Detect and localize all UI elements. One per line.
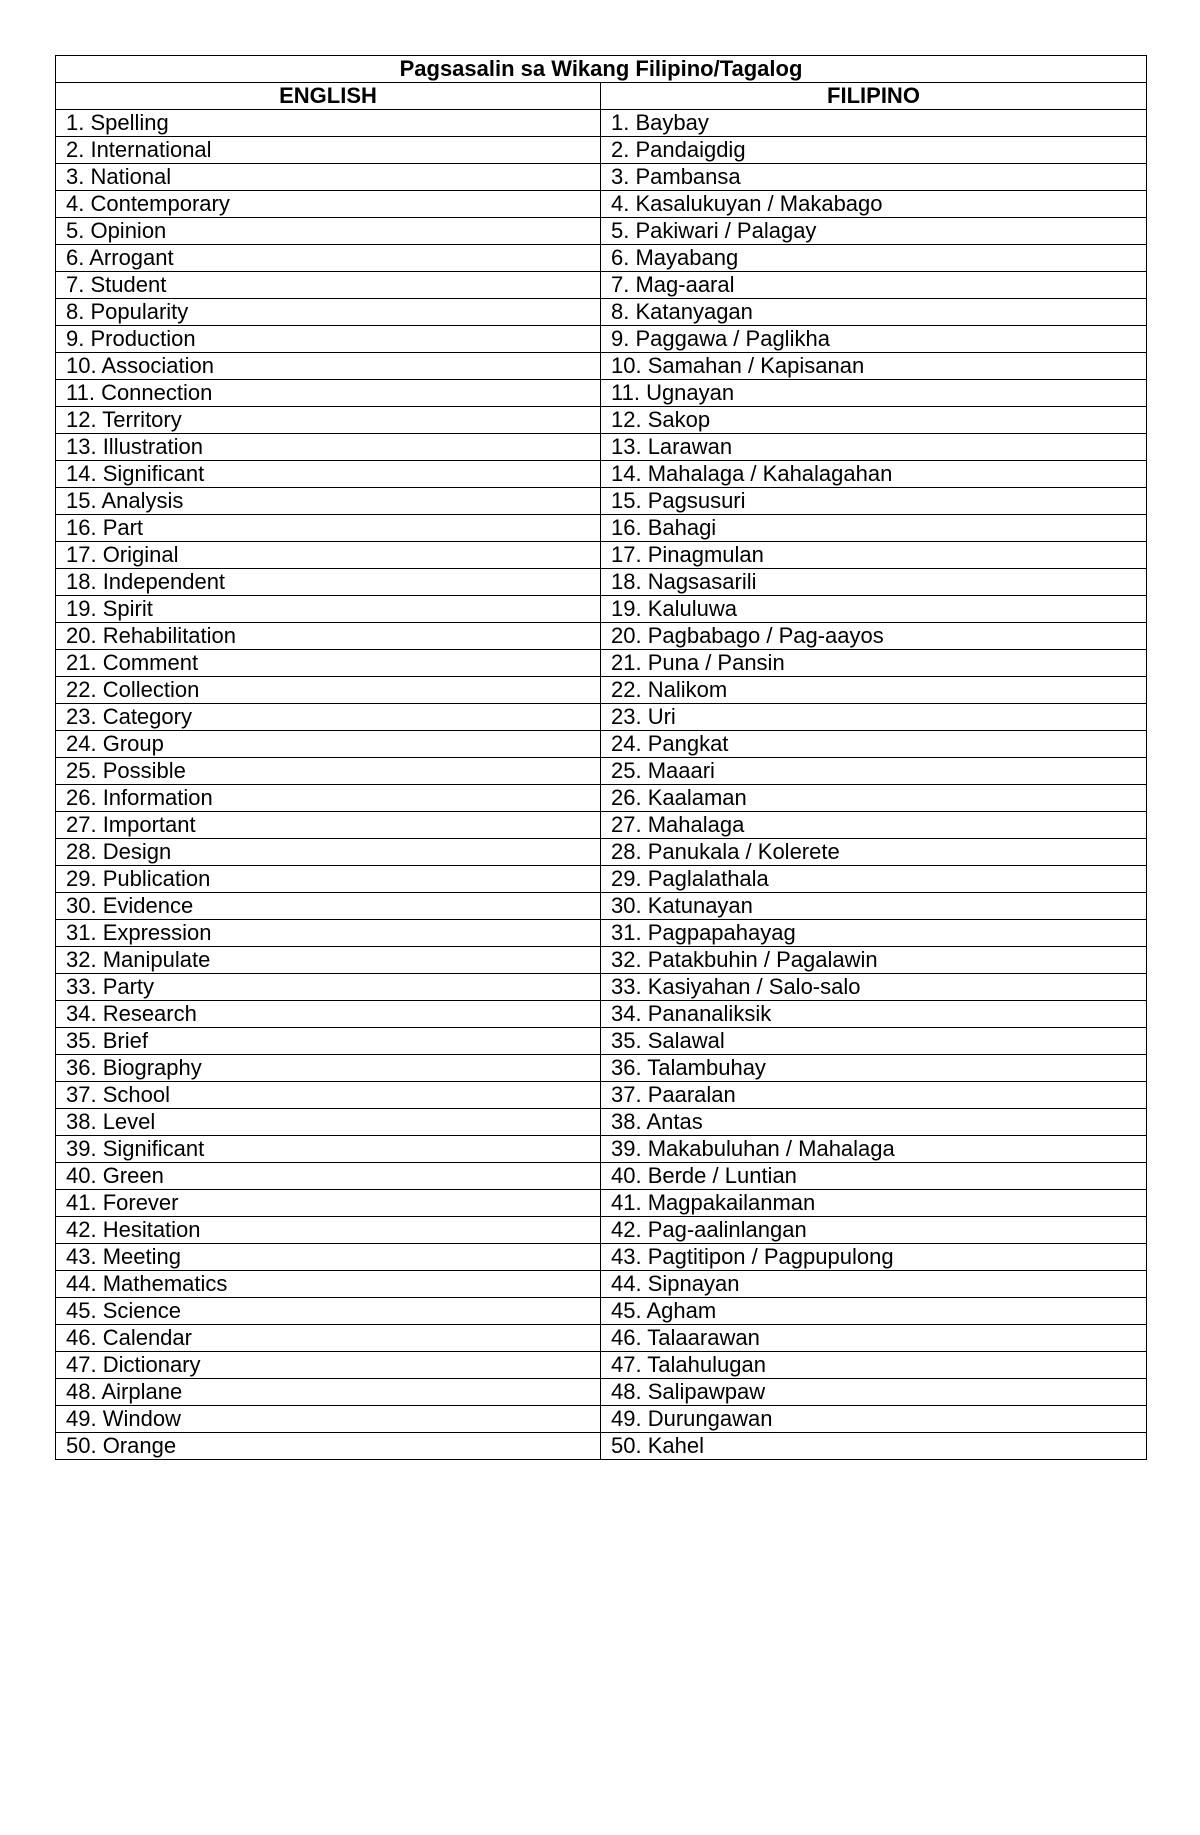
english-term: 50. Orange (56, 1433, 601, 1460)
english-term: 43. Meeting (56, 1244, 601, 1271)
translation-table (55, 55, 1147, 1460)
table-row (56, 1001, 1147, 1028)
english-term: 41. Forever (56, 1190, 601, 1217)
table-row (56, 488, 1147, 515)
filipino-term: 22. Nalikom (601, 677, 1147, 704)
filipino-term: 48. Salipawpaw (601, 1379, 1147, 1406)
english-term: 24. Group (56, 731, 601, 758)
table-row (56, 623, 1147, 650)
english-term: 5. Opinion (56, 218, 601, 245)
english-term: 27. Important (56, 812, 601, 839)
filipino-term: 33. Kasiyahan / Salo-salo (601, 974, 1147, 1001)
filipino-term: 14. Mahalaga / Kahalagahan (601, 461, 1147, 488)
filipino-term: 3. Pambansa (601, 164, 1147, 191)
table-row (56, 1244, 1147, 1271)
filipino-term: 17. Pinagmulan (601, 542, 1147, 569)
filipino-term: 37. Paaralan (601, 1082, 1147, 1109)
english-term: 48. Airplane (56, 1379, 601, 1406)
english-term: 3. National (56, 164, 601, 191)
filipino-term: 44. Sipnayan (601, 1271, 1147, 1298)
filipino-term: 29. Paglalathala (601, 866, 1147, 893)
english-term: 9. Production (56, 326, 601, 353)
table-row (56, 1028, 1147, 1055)
table-row (56, 272, 1147, 299)
filipino-term: 19. Kaluluwa (601, 596, 1147, 623)
table-row (56, 812, 1147, 839)
english-term: 20. Rehabilitation (56, 623, 601, 650)
english-term: 12. Territory (56, 407, 601, 434)
table-row (56, 704, 1147, 731)
english-term: 22. Collection (56, 677, 601, 704)
english-term: 25. Possible (56, 758, 601, 785)
table-row (56, 1271, 1147, 1298)
filipino-term: 40. Berde / Luntian (601, 1163, 1147, 1190)
english-term: 4. Contemporary (56, 191, 601, 218)
table-row (56, 569, 1147, 596)
filipino-term: 46. Talaarawan (601, 1325, 1147, 1352)
english-term: 42. Hesitation (56, 1217, 601, 1244)
english-term: 32. Manipulate (56, 947, 601, 974)
filipino-term: 7. Mag-aaral (601, 272, 1147, 299)
table-row (56, 974, 1147, 1001)
filipino-term: 26. Kaalaman (601, 785, 1147, 812)
filipino-term: 41. Magpakailanman (601, 1190, 1147, 1217)
table-row (56, 1082, 1147, 1109)
table-row (56, 920, 1147, 947)
filipino-term: 21. Puna / Pansin (601, 650, 1147, 677)
table-row (56, 866, 1147, 893)
filipino-term: 35. Salawal (601, 1028, 1147, 1055)
header-row (56, 83, 1147, 110)
english-term: 45. Science (56, 1298, 601, 1325)
table-row (56, 650, 1147, 677)
filipino-term: 20. Pagbabago / Pag-aayos (601, 623, 1147, 650)
english-term: 49. Window (56, 1406, 601, 1433)
english-term: 26. Information (56, 785, 601, 812)
filipino-term: 47. Talahulugan (601, 1352, 1147, 1379)
filipino-term: 30. Katunayan (601, 893, 1147, 920)
english-term: 35. Brief (56, 1028, 601, 1055)
table-row (56, 434, 1147, 461)
filipino-term: 2. Pandaigdig (601, 137, 1147, 164)
filipino-term: 31. Pagpapahayag (601, 920, 1147, 947)
filipino-term: 27. Mahalaga (601, 812, 1147, 839)
english-term: 37. School (56, 1082, 601, 1109)
english-term: 21. Comment (56, 650, 601, 677)
table-row (56, 164, 1147, 191)
filipino-term: 45. Agham (601, 1298, 1147, 1325)
title-row (56, 56, 1147, 83)
english-term: 36. Biography (56, 1055, 601, 1082)
filipino-term: 8. Katanyagan (601, 299, 1147, 326)
table-row (56, 380, 1147, 407)
filipino-term: 39. Makabuluhan / Mahalaga (601, 1136, 1147, 1163)
filipino-term: 4. Kasalukuyan / Makabago (601, 191, 1147, 218)
filipino-term: 49. Durungawan (601, 1406, 1147, 1433)
table-row (56, 299, 1147, 326)
filipino-term: 32. Patakbuhin / Pagalawin (601, 947, 1147, 974)
english-term: 39. Significant (56, 1136, 601, 1163)
table-row (56, 758, 1147, 785)
table-row (56, 1190, 1147, 1217)
english-term: 18. Independent (56, 569, 601, 596)
english-term: 44. Mathematics (56, 1271, 601, 1298)
table-row (56, 1406, 1147, 1433)
filipino-term: 38. Antas (601, 1109, 1147, 1136)
header-filipino: FILIPINO (601, 83, 1147, 110)
table-row (56, 1109, 1147, 1136)
english-term: 6. Arrogant (56, 245, 601, 272)
filipino-term: 16. Bahagi (601, 515, 1147, 542)
english-term: 8. Popularity (56, 299, 601, 326)
table-row (56, 947, 1147, 974)
table-row (56, 785, 1147, 812)
english-term: 29. Publication (56, 866, 601, 893)
table-row (56, 731, 1147, 758)
table-row (56, 326, 1147, 353)
english-term: 15. Analysis (56, 488, 601, 515)
english-term: 38. Level (56, 1109, 601, 1136)
filipino-term: 11. Ugnayan (601, 380, 1147, 407)
filipino-term: 9. Paggawa / Paglikha (601, 326, 1147, 353)
table-row (56, 839, 1147, 866)
filipino-term: 5. Pakiwari / Palagay (601, 218, 1147, 245)
english-term: 13. Illustration (56, 434, 601, 461)
table-body (56, 110, 1147, 1460)
filipino-term: 34. Pananaliksik (601, 1001, 1147, 1028)
table-row (56, 137, 1147, 164)
english-term: 1. Spelling (56, 110, 601, 137)
filipino-term: 18. Nagsasarili (601, 569, 1147, 596)
english-term: 40. Green (56, 1163, 601, 1190)
filipino-term: 10. Samahan / Kapisanan (601, 353, 1147, 380)
english-term: 10. Association (56, 353, 601, 380)
english-term: 17. Original (56, 542, 601, 569)
english-term: 28. Design (56, 839, 601, 866)
table-row (56, 515, 1147, 542)
filipino-term: 25. Maaari (601, 758, 1147, 785)
english-term: 30. Evidence (56, 893, 601, 920)
table-row (56, 1298, 1147, 1325)
english-term: 46. Calendar (56, 1325, 601, 1352)
table-row (56, 191, 1147, 218)
filipino-term: 42. Pag-aalinlangan (601, 1217, 1147, 1244)
table-row (56, 677, 1147, 704)
header-english: ENGLISH (56, 83, 601, 110)
english-term: 19. Spirit (56, 596, 601, 623)
filipino-term: 43. Pagtitipon / Pagpupulong (601, 1244, 1147, 1271)
english-term: 16. Part (56, 515, 601, 542)
table-row (56, 218, 1147, 245)
filipino-term: 24. Pangkat (601, 731, 1147, 758)
table-row (56, 1163, 1147, 1190)
english-term: 14. Significant (56, 461, 601, 488)
filipino-term: 6. Mayabang (601, 245, 1147, 272)
english-term: 34. Research (56, 1001, 601, 1028)
table-row (56, 893, 1147, 920)
table-title: Pagsasalin sa Wikang Filipino/Tagalog (56, 56, 1147, 83)
filipino-term: 13. Larawan (601, 434, 1147, 461)
filipino-term: 50. Kahel (601, 1433, 1147, 1460)
table-row (56, 1433, 1147, 1460)
filipino-term: 36. Talambuhay (601, 1055, 1147, 1082)
english-term: 7. Student (56, 272, 601, 299)
filipino-term: 1. Baybay (601, 110, 1147, 137)
english-term: 31. Expression (56, 920, 601, 947)
table-row (56, 1325, 1147, 1352)
table-row (56, 1136, 1147, 1163)
filipino-term: 23. Uri (601, 704, 1147, 731)
filipino-term: 12. Sakop (601, 407, 1147, 434)
table-row (56, 1379, 1147, 1406)
english-term: 23. Category (56, 704, 601, 731)
english-term: 47. Dictionary (56, 1352, 601, 1379)
english-term: 33. Party (56, 974, 601, 1001)
table-row (56, 461, 1147, 488)
table-row (56, 1055, 1147, 1082)
english-term: 11. Connection (56, 380, 601, 407)
table-row (56, 353, 1147, 380)
table-row (56, 542, 1147, 569)
filipino-term: 28. Panukala / Kolerete (601, 839, 1147, 866)
table-row (56, 407, 1147, 434)
table-row (56, 245, 1147, 272)
english-term: 2. International (56, 137, 601, 164)
table-row (56, 596, 1147, 623)
table-row (56, 1352, 1147, 1379)
filipino-term: 15. Pagsusuri (601, 488, 1147, 515)
table-row (56, 1217, 1147, 1244)
table-row (56, 110, 1147, 137)
